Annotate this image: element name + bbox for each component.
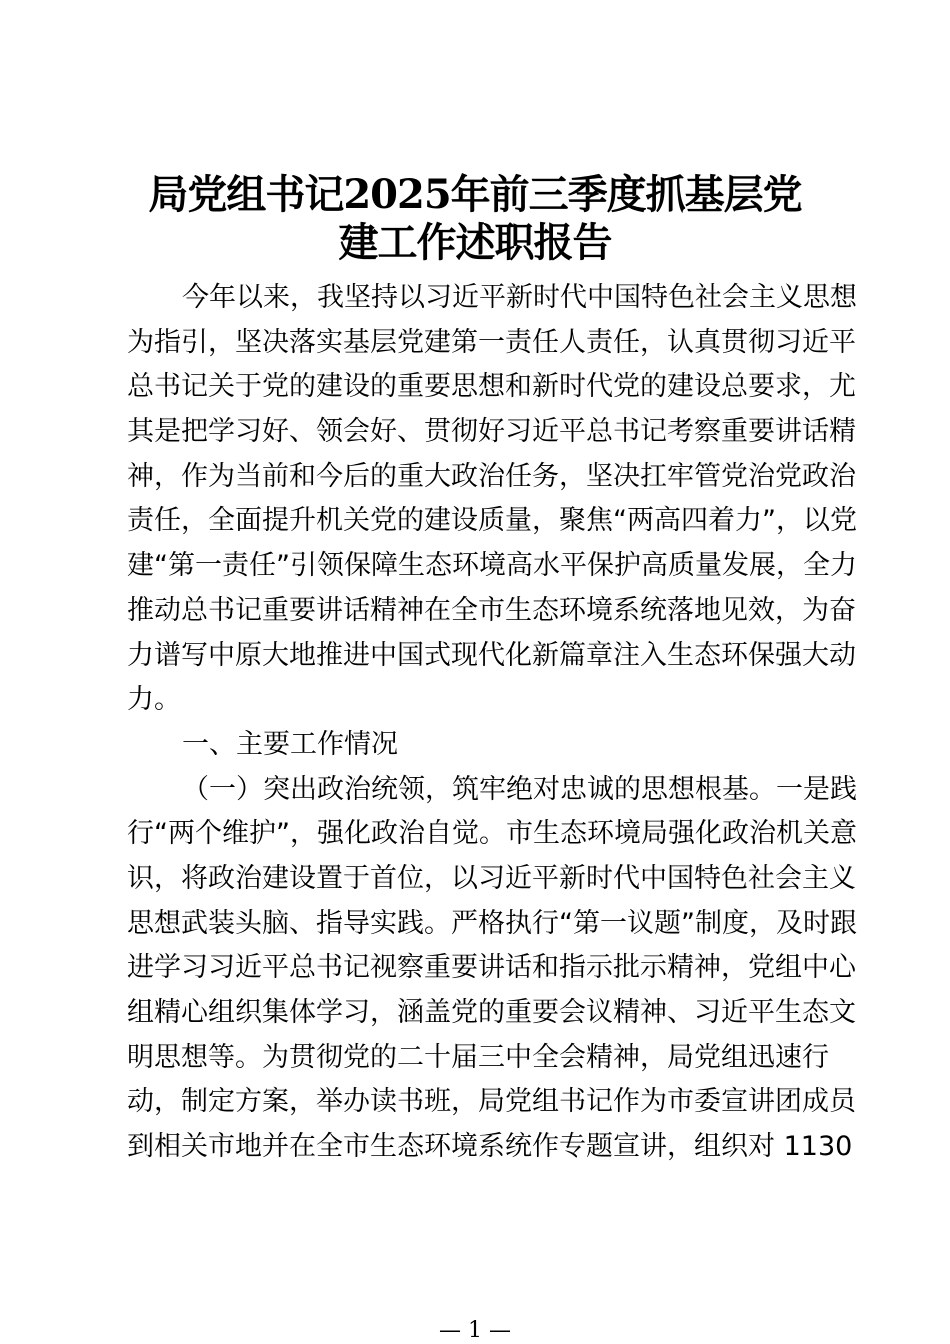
paragraph-line: 力谱写中原大地推进中国式现代化新篇章注入生态环保强大动 bbox=[127, 639, 856, 671]
page-number: — 1 — bbox=[439, 1318, 511, 1343]
paragraph-line: 识，将政治建设置于首位，以习近平新时代中国特色社会主义 bbox=[127, 862, 856, 894]
paragraph-line: 明思想等。为贯彻党的二十届三中全会精神，局党组迅速行 bbox=[127, 1041, 829, 1073]
paragraph-line: 组精心组织集体学习，涵盖党的重要会议精神、习近平生态文 bbox=[127, 997, 856, 1028]
paragraph-line: 进学习习近平总书记视察重要讲话和指示批示精神，党组中心 bbox=[127, 952, 856, 984]
paragraph-line: 力。 bbox=[127, 684, 181, 716]
paragraph-line: 总书记关于党的建设的重要思想和新时代党的建设总要求，尤 bbox=[127, 371, 856, 403]
paragraph-line: 行“两个维护”，强化政治自觉。市生态环境局强化政治机关意 bbox=[127, 818, 857, 850]
paragraph-line: 到相关市地并在全市生态环境系统作专题宣讲，组织对 1130 bbox=[127, 1131, 853, 1163]
section-heading: 一、主要工作情况 bbox=[182, 728, 398, 760]
paragraph-line: 今年以来，我坚持以习近平新时代中国特色社会主义思想 bbox=[182, 282, 857, 313]
document-title-line-2: 建工作述职报告 bbox=[338, 219, 612, 266]
paragraph-line: 其是把学习好、领会好、贯彻好习近平总书记考察重要讲话精 bbox=[127, 416, 856, 448]
paragraph-line: 思想武装头脑、指导实践。严格执行“第一议题”制度，及时跟 bbox=[127, 907, 857, 939]
paragraph-line: 推动总书记重要讲话精神在全市生态环境系统落地见效，为奋 bbox=[127, 594, 856, 626]
document-body bbox=[127, 276, 857, 1170]
paragraph-line: 为指引，坚决落实基层党建第一责任人责任，认真贯彻习近平 bbox=[127, 326, 856, 358]
document-title-line-1: 局党组书记2025年前三季度抓基层党 bbox=[148, 171, 802, 218]
paragraph-line: 建“第一责任”引领保障生态环境高水平保护高质量发展，全力 bbox=[127, 550, 857, 582]
paragraph-line: 责任，全面提升机关党的建设质量，聚焦“两高四着力”，以党 bbox=[127, 505, 857, 537]
paragraph-line: 神，作为当前和今后的重大政治任务，坚决扛牢管党治党政治 bbox=[127, 460, 856, 492]
paragraph-line: 动，制定方案，举办读书班，局党组书记作为市委宣讲团成员 bbox=[127, 1086, 856, 1118]
paragraph-line: （一）突出政治统领，筑牢绝对忠诚的思想根基。一是践 bbox=[182, 773, 857, 805]
